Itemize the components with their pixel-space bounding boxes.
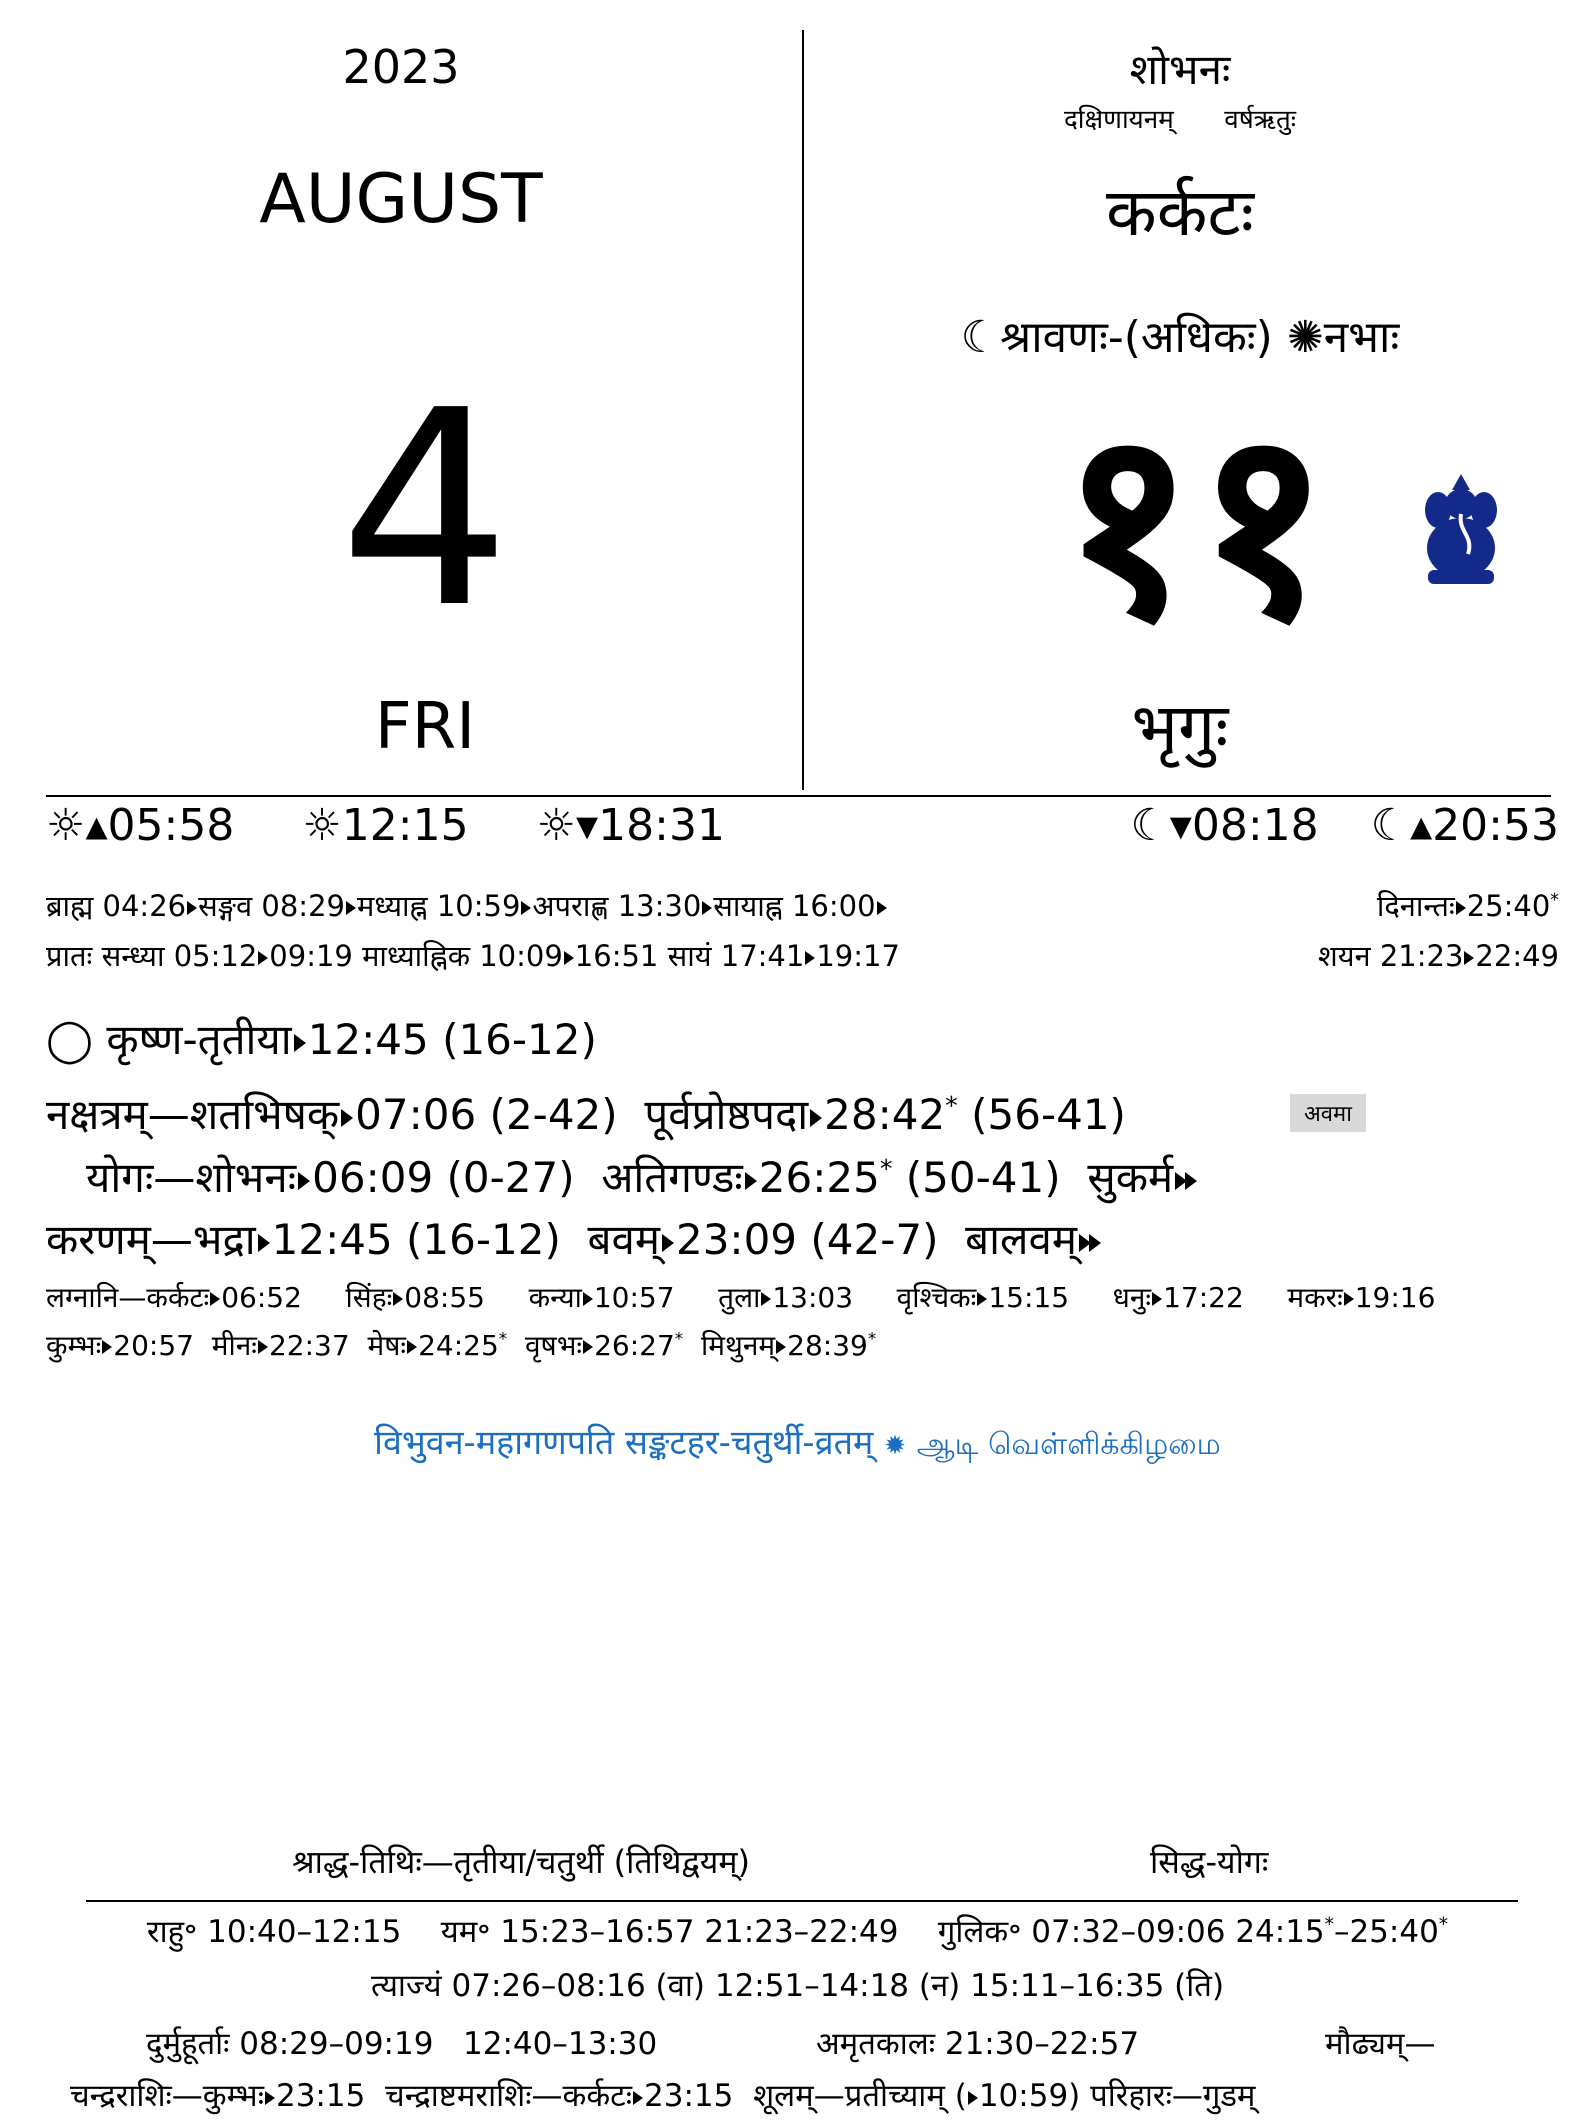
yama-ganda: यम॰ 15:23–16:57 21:23–22:49 <box>440 1914 899 1950</box>
pratah-end: 09:19 <box>269 939 353 973</box>
sunset-time: 18:31 <box>598 800 725 851</box>
lagna-name: तुला <box>718 1281 761 1314</box>
lagna-name: मीनः <box>211 1329 257 1362</box>
gulika-kala: गुलिक॰ 07:32–09:06 24:15 <box>937 1914 1325 1950</box>
lagna-time: 19:16 <box>1354 1281 1436 1314</box>
maudhya: मौढ्यम्— <box>1325 2026 1436 2062</box>
festival-sanskrit: विभुवन-महागणपति सङ्कटहर-चतुर्थी-व्रतम् <box>374 1423 874 1463</box>
vertical-divider <box>802 30 804 790</box>
lagna-time: 15:15 <box>988 1281 1070 1314</box>
karana-1: करणम्—भद्रा <box>46 1215 256 1264</box>
dinanta: दिनान्तः 25:40* <box>1376 889 1559 923</box>
crescent-moon-icon: ☾ <box>960 312 1001 363</box>
noon-time: 12:15 <box>341 800 469 851</box>
header-divider <box>46 795 1551 797</box>
shula: शूलम्—प्रतीच्याम् ( <box>753 2078 967 2114</box>
chandra-rashi: चन्द्रराशिः—कुम्भः <box>70 2078 264 2114</box>
nakshatra-1: नक्षत्रम्—शतभिषक् <box>46 1090 340 1139</box>
lagna-name: सिंहः <box>345 1281 393 1314</box>
yoga-3: सुकर्म <box>1087 1153 1174 1202</box>
yoga-1-time: 06:09 (0-27) <box>312 1153 575 1202</box>
nakshatra-1-time: 07:06 (2-42) <box>355 1090 618 1139</box>
tithi: कृष्ण-तृतीया <box>106 1015 292 1064</box>
amrita-kala: अमृतकालः 21:30–22:57 <box>816 2026 1140 2062</box>
brahma-kala: ब्राह्म 04:26 <box>46 889 187 923</box>
ayana-ritu <box>810 100 1550 136</box>
noon-icon: ☼ <box>302 800 342 851</box>
karana-1-time: 12:45 (16-12) <box>271 1215 561 1264</box>
lagna-time: 10:57 <box>593 1281 675 1314</box>
shula-time: 10:59) <box>978 2078 1081 2114</box>
yoga-2-time: 26:25 <box>758 1153 880 1202</box>
yoga-2-ghati: (50-41) <box>905 1153 1061 1202</box>
lagna-time: 20:57 <box>113 1329 194 1362</box>
sunset-icon: ☼▾ <box>536 800 599 851</box>
tithi-time: 12:45 (16-12) <box>307 1015 597 1064</box>
shayana <box>1318 936 1559 975</box>
lagna-name: कुम्भः <box>46 1329 102 1362</box>
lagna-name: धनुः <box>1112 1281 1152 1314</box>
sangava-kala: सङ्गव 08:29 <box>198 889 345 923</box>
avama-badge: अवमा <box>1290 1094 1366 1132</box>
weekday: FRI <box>374 690 476 764</box>
nakshatra-2: पूर्वप्रोष्ठपदा <box>644 1090 809 1139</box>
karana-row <box>46 1210 1103 1267</box>
pratah-sandhya: प्रातः सन्ध्या 05:12 <box>46 939 258 973</box>
year: 2023 <box>342 40 460 94</box>
lagna-name: मिथुनम् <box>700 1329 776 1362</box>
lagna-name: वृषभः <box>524 1329 583 1362</box>
lagna-time: 13:03 <box>772 1281 854 1314</box>
chandrashtama: चन्द्राष्टमराशिः—कर्कटः <box>385 2078 633 2114</box>
festival-tamil: ஆடி வெள்ளிக்கிழமை <box>916 1427 1221 1462</box>
shayana-end: 22:49 <box>1475 939 1559 973</box>
parihara: परिहारः—गुडम् <box>1090 2078 1256 2114</box>
flower-icon: ✹ <box>884 1431 906 1461</box>
karana-2-time: 23:09 (42-7) <box>675 1215 939 1264</box>
tyajya: त्याज्यं 07:26–08:16 (वा) 12:51–14:18 (न) 15:11–16:35 (ति) <box>370 1968 1225 2004</box>
ayana: दक्षिणायनम् <box>1063 105 1174 135</box>
chandra-rashi-time: 23:15 <box>275 2078 366 2114</box>
lagna-name: लग्नानि—कर्कटः <box>46 1281 210 1314</box>
day-number: 4 <box>339 352 511 667</box>
moonset-time: 08:18 <box>1191 800 1319 851</box>
masa-line <box>810 305 1550 365</box>
ritu: वर्षऋतुः <box>1224 105 1297 135</box>
sayahna-kala: सायाह्न 16:00 <box>713 889 876 923</box>
kala-row-1 <box>46 886 888 925</box>
month: AUGUST <box>259 160 543 239</box>
chandrashtama-time: 23:15 <box>644 2078 734 2114</box>
madhyahnika-end: 16:51 <box>574 939 659 973</box>
moonrise-icon: ☾▴ <box>1370 800 1433 851</box>
footer-divider <box>86 1900 1518 1902</box>
yoga-row: योगः—शोभनः 06:09 (0-27) अतिगण्डः 26:25* (50-41) सुकर्म <box>86 1148 1199 1205</box>
dinanta-time: 25:40 <box>1466 889 1551 923</box>
kala-row-2 <box>46 936 900 975</box>
sun-wheel-icon: ✺ <box>1286 312 1324 363</box>
siddha-yoga: सिद्ध-योगः <box>1150 1843 1269 1881</box>
shraddha-tithi: श्राद्ध-तिथिः—तृतीया/चतुर्थी (तिथिद्वयम्) <box>292 1843 750 1881</box>
ganesha-icon <box>1418 470 1504 588</box>
chandra-line <box>70 2074 1255 2116</box>
moon-phase-icon: ◯ <box>46 1015 94 1064</box>
lagna-name: मकरः <box>1287 1281 1343 1314</box>
nakshatra-row: नक्षत्रम्—शतभिषक् 07:06 (2-42) पूर्वप्रोष्ठपदा 28:42* (56-41) <box>46 1090 1126 1139</box>
dinanta-label: दिनान्तः <box>1376 889 1455 923</box>
lagna-name: वृश्चिकः <box>896 1281 977 1314</box>
vara: भृगुः <box>1131 689 1229 766</box>
lagna-time: 17:22 <box>1163 1281 1244 1314</box>
samvatsara: शोभनः <box>1129 45 1231 94</box>
moon-times <box>1130 800 1559 851</box>
lagna-time: 24:25 <box>418 1329 499 1362</box>
moonset-icon: ☾▾ <box>1130 800 1192 851</box>
aparahna-kala: अपराह्ण 13:30 <box>532 889 702 923</box>
gulika-end: –25:40 <box>1333 1914 1439 1950</box>
yoga-1: योगः—शोभनः <box>86 1153 297 1202</box>
durmuhurta: दुर्मुहूर्ताः 08:29–09:19 12:40–13:30 <box>146 2026 658 2062</box>
lagna-time: 06:52 <box>221 1281 302 1314</box>
masa-solar: नभाः <box>1323 312 1400 363</box>
rashi: कर्कटः <box>1106 174 1254 251</box>
tithi-row <box>46 1010 597 1067</box>
nakshatra-2-ghati: (56-41) <box>971 1090 1126 1139</box>
lagna-name: मेषः <box>367 1329 407 1362</box>
sunrise-icon: ☼▴ <box>46 800 108 851</box>
karana-2: बवम् <box>587 1215 660 1264</box>
lagna-row-1 <box>46 1278 1435 1316</box>
lagna-time: 08:55 <box>404 1281 485 1314</box>
masa-lunar: श्रावणः-(अधिकः) <box>1000 312 1273 363</box>
sayam-end: 19:17 <box>816 939 900 973</box>
rahu-kala: राहु॰ 10:40–12:15 <box>146 1914 402 1950</box>
sayam: सायं 17:41 <box>667 939 805 973</box>
karana-3: बालवम् <box>965 1215 1077 1264</box>
sun-times <box>46 800 725 851</box>
festival-line <box>0 1418 1595 1466</box>
madhyahna-kala: मध्याह्न 10:59 <box>356 889 521 923</box>
lagna-row-2: कुम्भः 20:57 मीनः 22:37 मेषः 24:25* वृषभः 26:27* मिथुनम् 28:39* <box>46 1328 877 1362</box>
nakshatra-2-time: 28:42 <box>824 1090 946 1139</box>
madhyahnika: माध्याह्निक 10:09 <box>362 939 563 973</box>
sunrise-time: 05:58 <box>107 800 235 851</box>
lagna-name: कन्या <box>528 1281 582 1314</box>
lunar-day: ११ <box>1059 374 1331 676</box>
rahu-yama-gulika: राहु॰ 10:40–12:15 यम॰ 15:23–16:57 21:23–22:49 गुलिक॰ 07:32–09:06 24:15*–25:40* <box>146 1914 1449 1950</box>
shayana-time: शयन 21:23 <box>1317 939 1464 973</box>
yoga-2: अतिगण्डः <box>601 1153 743 1202</box>
lagna-time: 22:37 <box>268 1329 350 1362</box>
moonrise-time: 20:53 <box>1432 800 1559 851</box>
lagna-time: 26:27 <box>594 1329 675 1362</box>
lagna-time: 28:39 <box>787 1329 868 1362</box>
